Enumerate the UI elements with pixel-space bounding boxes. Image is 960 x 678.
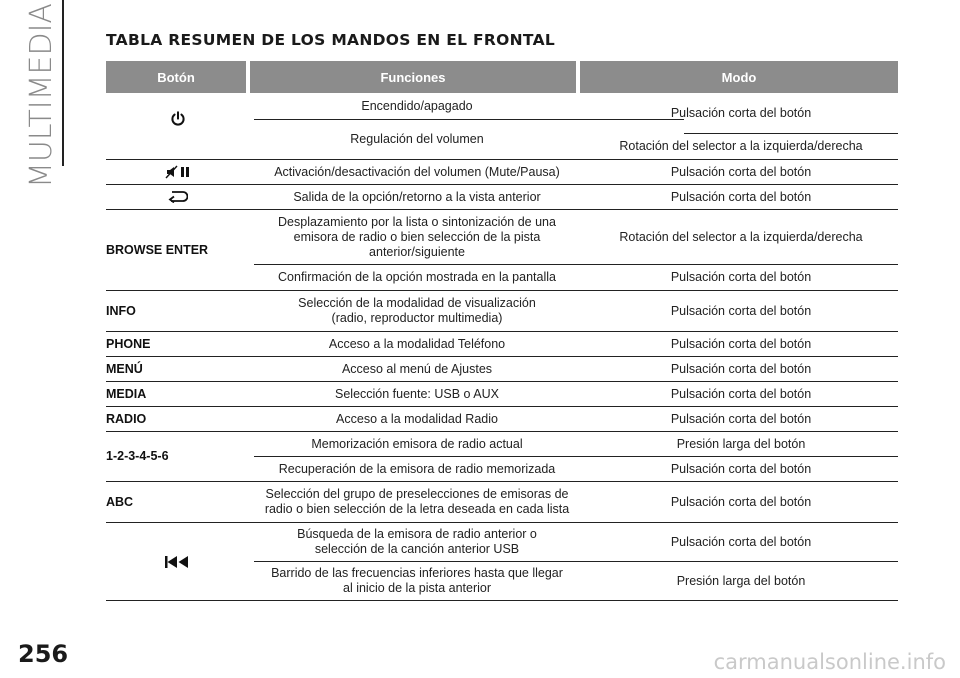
table-row-presets xyxy=(106,432,898,482)
table-row-abc xyxy=(106,482,898,523)
mode-menu: Pulsación corta del botón xyxy=(670,361,812,376)
table-row-seek-back xyxy=(106,523,898,601)
function-abc: Selección del grupo de preselecciones de emisoras de radio o bien selección de la letra deseada en cada lista xyxy=(264,487,570,516)
mode-presets-short: Pulsación corta del botón xyxy=(670,461,812,476)
header-mode: Modo xyxy=(580,61,898,93)
back-arrow-icon xyxy=(106,185,250,209)
button-radio: RADIO xyxy=(106,411,147,426)
mode-media: Pulsación corta del botón xyxy=(670,386,812,401)
function-radio: Acceso a la modalidad Radio xyxy=(336,411,498,426)
function-menu: Acceso al menú de Ajustes xyxy=(341,361,493,376)
function-power-onoff: Encendido/apagado xyxy=(361,98,473,113)
header-functions: Funciones xyxy=(250,61,576,93)
mode-power-rotate: Rotación del selector a la izquierda/derecha xyxy=(619,139,863,153)
table-row-radio xyxy=(106,407,898,432)
mode-browse-short: Pulsación corta del botón xyxy=(670,270,812,284)
table-row-phone xyxy=(106,332,898,357)
header-button: Botón xyxy=(106,61,246,93)
table-row-power xyxy=(106,93,898,160)
button-browse-enter: BROWSE ENTER xyxy=(106,242,209,257)
power-icon xyxy=(106,93,250,145)
function-browse-confirm: Confirmación de la opción mostrada en la pantalla xyxy=(278,270,556,284)
section-label: MULTIMEDIA xyxy=(23,2,59,188)
mode-power-short: Pulsación corta del botón xyxy=(670,105,812,120)
function-volume: Regulación del volumen xyxy=(350,131,484,146)
section-divider xyxy=(62,0,64,166)
function-browse-scroll: Desplazamiento por la lista o sintonización de una emisora de radio o bien selección de la pista anterior/siguiente xyxy=(278,214,556,259)
function-seek-prev: Búsqueda de la emisora de radio anterior o selección de la canción anterior USB xyxy=(297,527,537,556)
table-row-menu xyxy=(106,357,898,382)
table-row-back xyxy=(106,185,898,210)
function-mute: Activación/desactivación del volumen (Mute/Pausa) xyxy=(274,164,560,179)
button-media: MEDIA xyxy=(106,386,147,401)
mode-browse-rotate: Rotación del selector a la izquierda/derecha xyxy=(619,229,863,244)
button-info: INFO xyxy=(106,303,136,318)
button-presets: 1-2-3-4-5-6 xyxy=(106,449,169,463)
mode-info: Pulsación corta del botón xyxy=(670,303,812,318)
page-number: 256 xyxy=(18,640,69,668)
table-row-media xyxy=(106,382,898,407)
function-presets-store: Memorización emisora de radio actual xyxy=(311,436,523,451)
mode-back: Pulsación corta del botón xyxy=(670,189,812,204)
button-phone: PHONE xyxy=(106,336,151,351)
table-body xyxy=(106,93,898,601)
function-presets-recall: Recuperación de la emisora de radio memorizada xyxy=(278,461,556,476)
function-back: Salida de la opción/retorno a la vista anterior xyxy=(293,189,541,204)
table-row-browse-enter xyxy=(106,210,898,291)
function-info: Selección de la modalidad de visualización (radio, reproductor multimedia) xyxy=(298,296,536,325)
seek-back-icon xyxy=(106,523,250,600)
button-abc: ABC xyxy=(106,494,134,509)
button-menu: MENÚ xyxy=(106,361,143,376)
mode-seek-long: Presión larga del botón xyxy=(676,573,806,588)
mode-mute: Pulsación corta del botón xyxy=(670,164,812,179)
function-phone: Acceso a la modalidad Teléfono xyxy=(328,336,506,351)
function-seek-scan: Barrido de las frecuencias inferiores hasta que llegar al inicio de la pista anterior xyxy=(271,566,563,595)
function-media: Selección fuente: USB o AUX xyxy=(335,386,499,401)
mode-phone: Pulsación corta del botón xyxy=(670,336,812,351)
mode-seek-short: Pulsación corta del botón xyxy=(670,534,812,549)
table-title: TABLA RESUMEN DE LOS MANDOS EN EL FRONTAL xyxy=(106,31,556,49)
mute-pause-icon xyxy=(106,160,250,184)
mode-radio: Pulsación corta del botón xyxy=(670,411,812,426)
mode-abc: Pulsación corta del botón xyxy=(670,494,812,509)
table-row-info xyxy=(106,291,898,332)
table-header xyxy=(106,61,898,93)
mode-presets-long: Presión larga del botón xyxy=(676,436,806,451)
watermark: carmanualsonline.info xyxy=(713,650,946,674)
table-row-mute xyxy=(106,160,898,185)
